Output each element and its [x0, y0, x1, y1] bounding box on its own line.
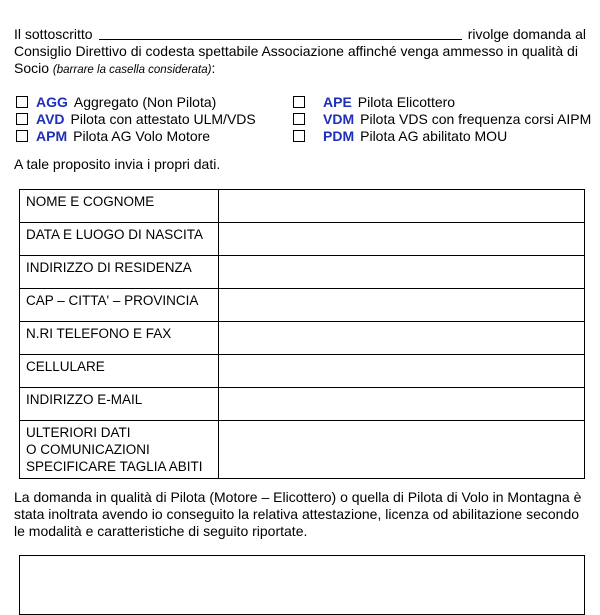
checkbox-apm[interactable]: [16, 130, 28, 142]
table-row: [20, 421, 585, 479]
option-code: APE: [323, 93, 352, 110]
field-label: ULTERIORI DATI O COMUNICAZIONI SPECIFICARE TAGLIA ABITI: [20, 421, 219, 479]
field-input-mobile[interactable]: [219, 355, 585, 388]
checkbox-ape[interactable]: [293, 96, 305, 108]
option-label: Pilota con attestato ULM/VDS: [70, 110, 256, 127]
field-label: CAP – CITTA' – PROVINCIA: [20, 289, 219, 322]
option-code: APM: [36, 127, 68, 144]
field-input-cap-city[interactable]: [219, 289, 585, 322]
field-input-notes[interactable]: [219, 421, 585, 479]
table-row: [20, 223, 585, 256]
intro-line-2: Consiglio Direttivo di codesta spettabile Associazione affinché venga ammesso in qualità di: [14, 43, 578, 59]
option-code: AGG: [36, 93, 68, 110]
checkbox-agg[interactable]: [16, 96, 28, 108]
option-avd[interactable]: [16, 110, 256, 127]
field-label: INDIRIZZO E-MAIL: [20, 388, 219, 421]
field-label: NOME E COGNOME: [20, 190, 219, 223]
personal-data-table: [19, 189, 585, 479]
option-label: Aggregato (Non Pilota): [73, 93, 217, 110]
qualification-box[interactable]: [19, 555, 585, 615]
checkbox-avd[interactable]: [16, 113, 28, 125]
option-vdm[interactable]: [293, 110, 591, 127]
intro-start: Il sottoscritto: [14, 26, 93, 42]
option-code: VDM: [323, 110, 355, 127]
option-label: Pilota Elicottero: [357, 93, 456, 110]
checkbox-vdm[interactable]: [293, 113, 305, 125]
table-row: [20, 256, 585, 289]
table-row: [20, 289, 585, 322]
name-blank-line[interactable]: [99, 26, 462, 40]
intro-line-1: [14, 26, 586, 43]
option-label: Pilota AG Volo Motore: [73, 127, 211, 144]
table-row: [20, 190, 585, 223]
field-label: INDIRIZZO DI RESIDENZA: [20, 256, 219, 289]
intro-end: rivolge domanda al: [467, 26, 586, 42]
intro-paragraph: [14, 26, 586, 79]
option-pdm[interactable]: [293, 127, 507, 144]
field-label: CELLULARE: [20, 355, 219, 388]
field-label: DATA E LUOGO DI NASCITA: [20, 223, 219, 256]
table-row: [20, 355, 585, 388]
field-input-phone-fax[interactable]: [219, 322, 585, 355]
option-ape[interactable]: [293, 93, 455, 110]
field-input-address[interactable]: [219, 256, 585, 289]
intro-line-3: [14, 60, 586, 79]
field-input-birth[interactable]: [219, 223, 585, 256]
intro-note: (barrare la casella considerata): [52, 64, 212, 76]
intro-socio: Socio: [14, 60, 50, 76]
intro-colon: :: [211, 60, 216, 76]
field-label: N.RI TELEFONO E FAX: [20, 322, 219, 355]
pilot-paragraph: La domanda in qualità di Pilota (Motore – Elicottero) o quella di Pilota di Volo in Montagna è stata inoltrata avendo io conseguito la relativa attestazione, licenza od abilitazione secondo le modalità e caratteristiche di seguito riportate.: [14, 489, 582, 539]
table-row: [20, 322, 585, 355]
option-apm[interactable]: [16, 127, 210, 144]
option-code: AVD: [36, 110, 65, 127]
table-row: [20, 388, 585, 421]
field-input-email[interactable]: [219, 388, 585, 421]
option-agg[interactable]: [16, 93, 216, 110]
data-intro: A tale proposito invia i propri dati.: [14, 156, 221, 172]
option-code: PDM: [323, 127, 355, 144]
option-label: Pilota VDS con frequenza corsi AIPM: [360, 110, 592, 127]
checkbox-pdm[interactable]: [293, 130, 305, 142]
option-label: Pilota AG abilitato MOU: [360, 127, 508, 144]
field-input-name[interactable]: [219, 190, 585, 223]
